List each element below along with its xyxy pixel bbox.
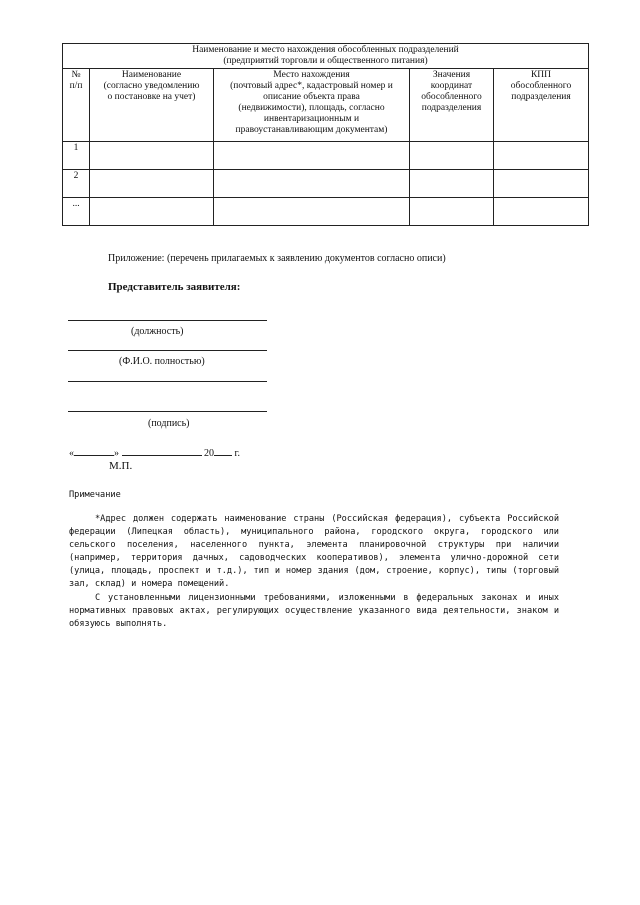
table-cell: [410, 170, 494, 198]
header-line: правоустанавливающим документам): [235, 125, 388, 135]
note-paragraph: С установленными лицензионными требованиями, изложенными в федеральных законах и иных нормативных правовых актах, регулирующих осуществление указанного вида деятельности, знаком и обязуюсь выполнять.: [69, 592, 559, 629]
day-blank: [74, 446, 114, 456]
table-cell: [90, 142, 214, 170]
header-line: п/п: [69, 81, 83, 91]
header-line: подразделения: [511, 92, 571, 102]
header-line: о постановке на учет): [107, 92, 196, 102]
extra-line: [68, 381, 267, 382]
date-line: [69, 446, 240, 459]
header-line: Наименование: [121, 70, 182, 80]
table-caption-line: (предприятий торговли и общественного питания): [223, 56, 428, 66]
note-paragraph: *Адрес должен содержать наименование страны (Российская федерация), субъекта Российской федерации (Липецкая область), муниципального района, городского округа, городского или сельского поселения, населенного пункта, элемента планировочной структуры при наличии (например, территория дачных, садоводческих кооперативов), элемента улично-дорожной сети (улица, площадь, проспект и т.д.), тип и номер здания (дом, строение, корпус), типы (торговый зал, склад) и номера помещений.: [69, 514, 559, 590]
header-line: обособленного: [421, 92, 482, 102]
year-blank: [214, 446, 232, 456]
representative-heading: Представитель заявителя:: [108, 281, 241, 293]
table-cell: [494, 170, 589, 198]
row-number: 2: [63, 170, 90, 198]
table-row: [63, 170, 589, 198]
month-blank: [122, 446, 202, 456]
year-suffix: г.: [234, 448, 240, 459]
table-cell: [90, 170, 214, 198]
header-line: обособленного: [510, 81, 572, 91]
col-header-name: [90, 69, 214, 142]
col-header-coordinates: [410, 69, 494, 142]
table-row: [63, 142, 589, 170]
row-number: 1: [63, 142, 90, 170]
header-line: подразделения: [421, 103, 482, 113]
header-line: (почтовый адрес*, кадастровый номер и: [230, 81, 393, 91]
header-line: (согласно уведомлению: [103, 81, 200, 91]
header-line: КПП: [530, 70, 552, 80]
position-label: (должность): [131, 326, 184, 337]
col-header-kpp: [494, 69, 589, 142]
header-line: №: [71, 70, 81, 80]
table-caption-line: Наименование и место нахождения обособленных подразделений: [192, 45, 459, 55]
header-line: (недвижимости), площадь, согласно: [238, 103, 385, 113]
note-title: Примечание: [69, 490, 121, 500]
header-line: инвентаризационным и: [263, 114, 360, 124]
table-row: [63, 198, 589, 226]
row-number: ...: [63, 198, 90, 226]
attachment-note: Приложение: (перечень прилагаемых к заявлению документов согласно описи): [108, 253, 446, 264]
stamp-place: М.П.: [109, 460, 133, 472]
table-cell: [214, 142, 410, 170]
fio-line: [68, 350, 267, 351]
table-cell: [214, 198, 410, 226]
table-cell: [494, 198, 589, 226]
header-line: координат: [430, 81, 473, 91]
position-line: [68, 320, 267, 321]
fio-label: (Ф.И.О. полностью): [119, 356, 205, 367]
signature-label: (подпись): [148, 418, 190, 429]
col-header-number: [63, 69, 90, 142]
close-quote: »: [114, 448, 119, 459]
col-header-location: [214, 69, 410, 142]
table-caption: [63, 44, 589, 69]
signature-line: [68, 411, 267, 412]
table-cell: [214, 170, 410, 198]
header-line: Значения: [432, 70, 471, 80]
table-cell: [410, 142, 494, 170]
table-cell: [90, 198, 214, 226]
header-line: Место нахождения: [273, 70, 350, 80]
open-quote: «: [69, 448, 74, 459]
table-cell: [494, 142, 589, 170]
note-body: [69, 513, 559, 631]
year-prefix: 20: [204, 448, 214, 459]
subdivisions-table: [62, 43, 589, 226]
header-line: описание объекта права: [263, 92, 360, 102]
table-cell: [410, 198, 494, 226]
